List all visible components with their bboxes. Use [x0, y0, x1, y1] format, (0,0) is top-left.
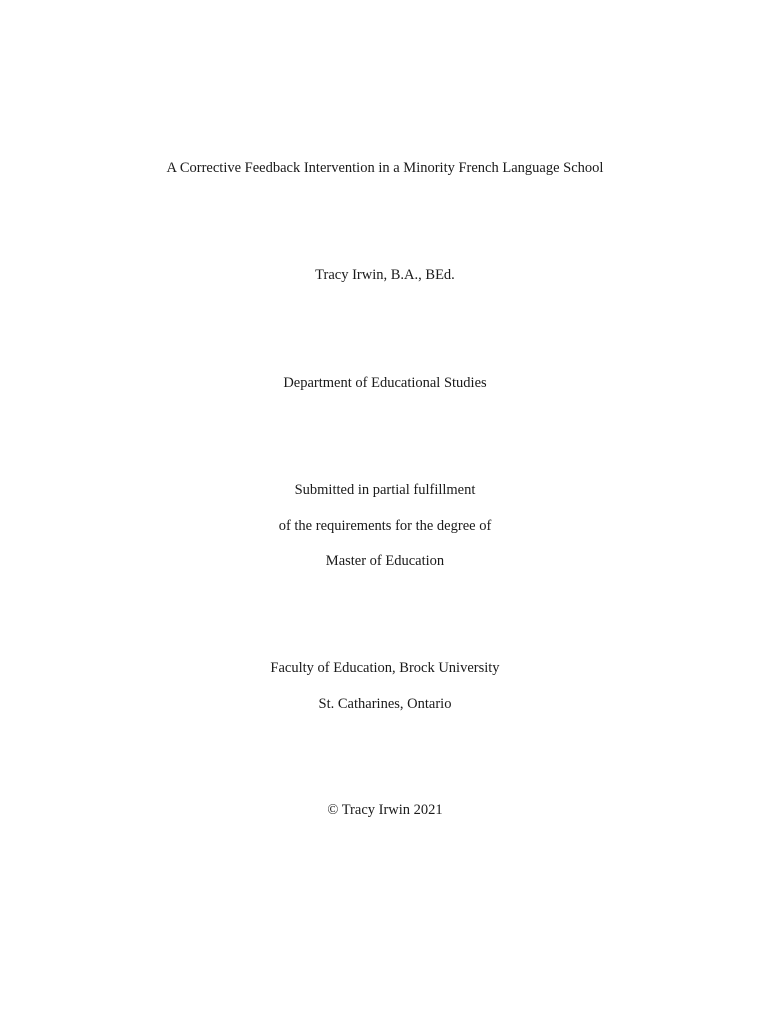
- submission-statement-line-1: Submitted in partial fulfillment: [294, 482, 476, 498]
- department-name: Department of Educational Studies: [283, 375, 487, 391]
- submission-statement-line-2: of the requirements for the degree of: [278, 518, 492, 534]
- author-name: Tracy Irwin, B.A., BEd.: [315, 267, 455, 283]
- location: St. Catharines, Ontario: [318, 696, 452, 712]
- thesis-title: A Corrective Feedback Intervention in a Minority French Language School: [166, 160, 604, 176]
- faculty-university: Faculty of Education, Brock University: [270, 660, 500, 676]
- degree-name: Master of Education: [325, 553, 445, 569]
- copyright-notice: © Tracy Irwin 2021: [327, 802, 443, 818]
